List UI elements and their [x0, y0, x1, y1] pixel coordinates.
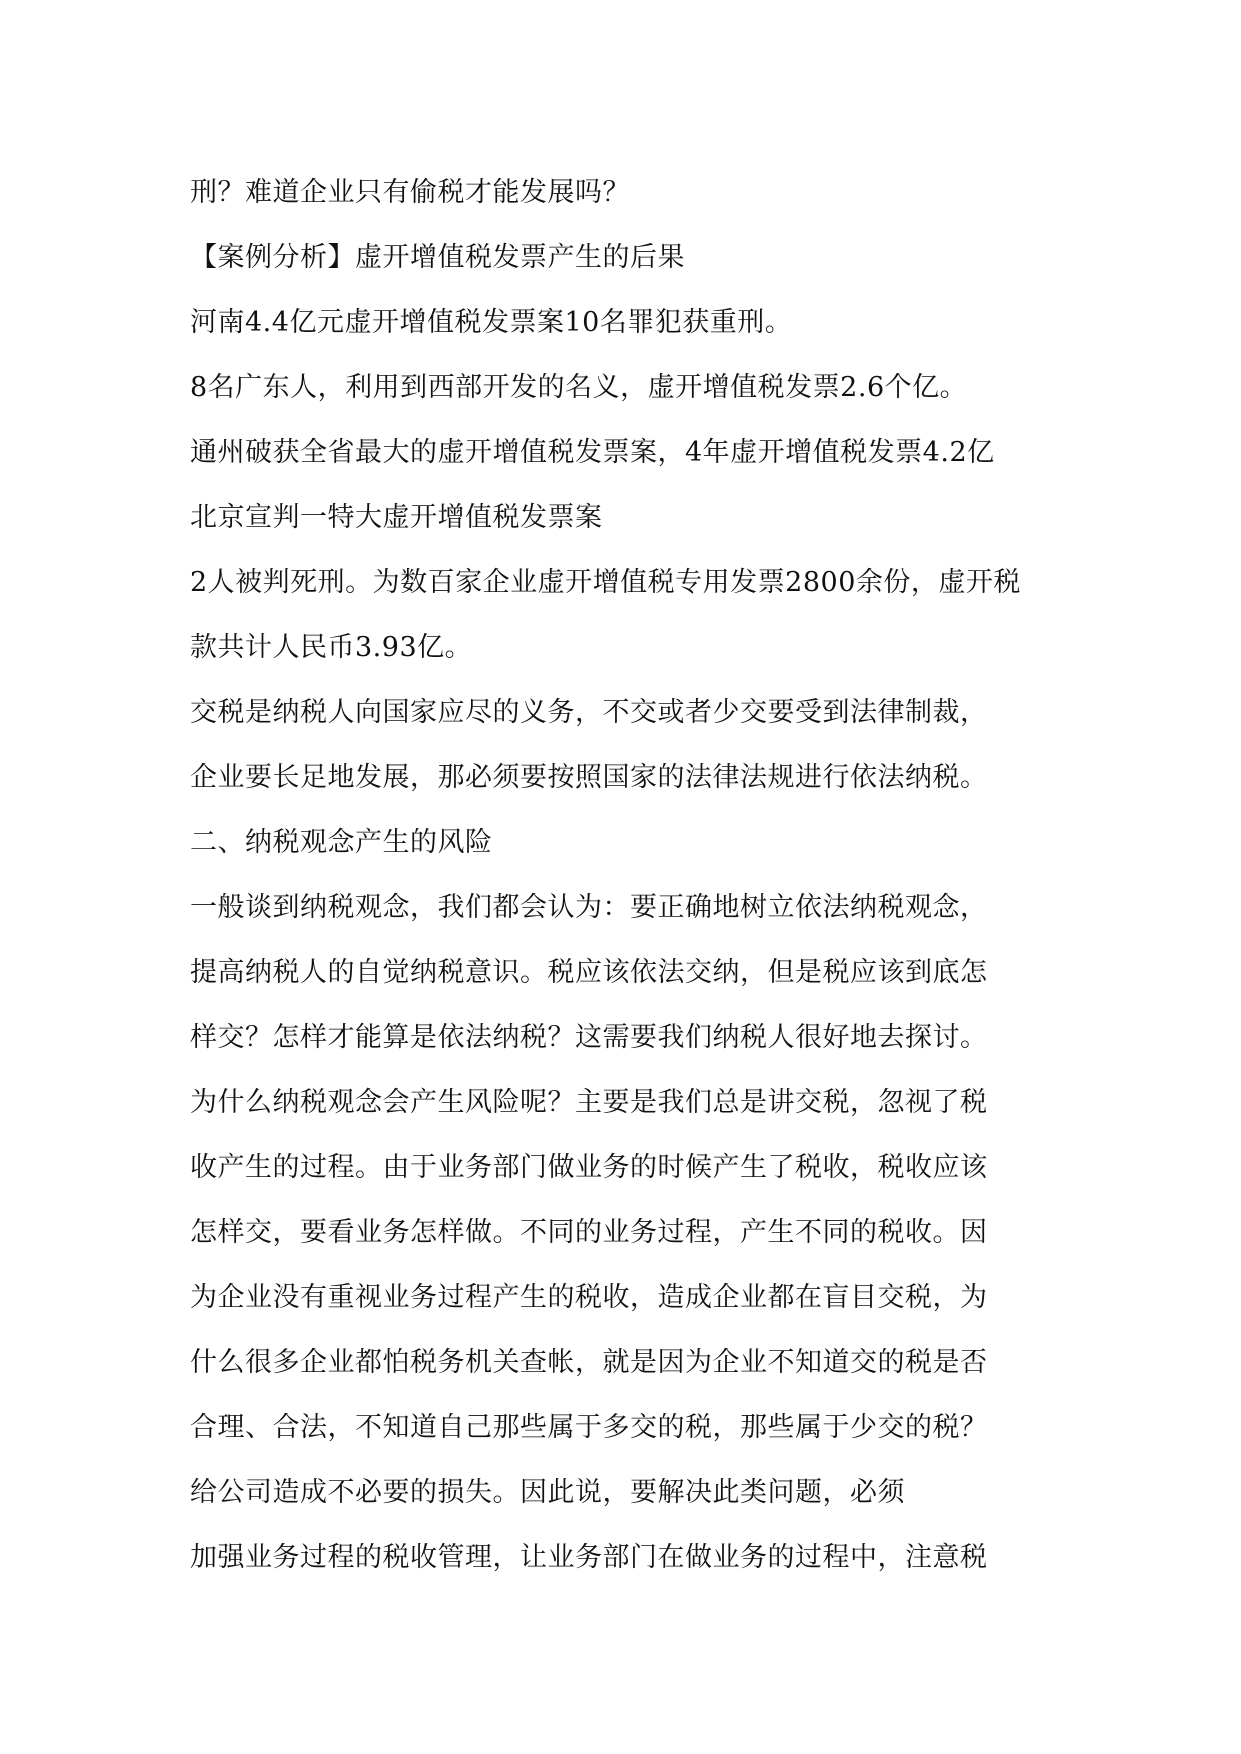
text-line: 款共计人民币3.93亿。 — [190, 632, 473, 663]
section-heading: 二、纳税观念产生的风险 — [190, 827, 493, 858]
text-line: 2人被判死刑。为数百家企业虚开增值税专用发票2800余份，虚开税 — [190, 567, 1021, 598]
text-line: 河南4.4亿元虚开增值税发票案10名罪犯获重刑。 — [190, 307, 793, 338]
text-line: 样交？怎样才能算是依法纳税？这需要我们纳税人很好地去探讨。 — [190, 1022, 988, 1053]
text-line: 8名广东人，利用到西部开发的名义，虚开增值税发票2.6个亿。 — [190, 372, 968, 403]
text-line: 交税是纳税人向国家应尽的义务，不交或者少交要受到法律制裁， — [190, 697, 988, 728]
text-line: 一般谈到纳税观念，我们都会认为：要正确地树立依法纳税观念， — [190, 892, 988, 923]
text-line: 企业要长足地发展，那必须要按照国家的法律法规进行依法纳税。 — [190, 762, 988, 793]
text-line: 合理、合法，不知道自己那些属于多交的税，那些属于少交的税？ — [190, 1412, 988, 1443]
document-body — [190, 160, 1090, 1590]
text-line: 加强业务过程的税收管理，让业务部门在做业务的过程中，注意税 — [190, 1542, 988, 1573]
text-line: 提高纳税人的自觉纳税意识。税应该依法交纳，但是税应该到底怎 — [190, 957, 988, 988]
text-line: 北京宣判一特大虚开增值税发票案 — [190, 502, 603, 533]
text-line: 通州破获全省最大的虚开增值税发票案，4年虚开增值税发票4.2亿 — [190, 437, 995, 468]
text-line: 刑？难道企业只有偷税才能发展吗？ — [190, 177, 630, 208]
text-line: 为什么纳税观念会产生风险呢？主要是我们总是讲交税，忽视了税 — [190, 1087, 988, 1118]
text-line: 给公司造成不必要的损失。因此说，要解决此类问题，必须 — [190, 1477, 905, 1508]
text-line: 什么很多企业都怕税务机关查帐，就是因为企业不知道交的税是否 — [190, 1347, 988, 1378]
text-line: 收产生的过程。由于业务部门做业务的时候产生了税收，税收应该 — [190, 1152, 988, 1183]
case-analysis-heading: 【案例分析】虚开增值税发票产生的后果 — [190, 242, 685, 273]
text-line: 怎样交，要看业务怎样做。不同的业务过程，产生不同的税收。因 — [190, 1217, 988, 1248]
text-line: 为企业没有重视业务过程产生的税收，造成企业都在盲目交税，为 — [190, 1282, 988, 1313]
